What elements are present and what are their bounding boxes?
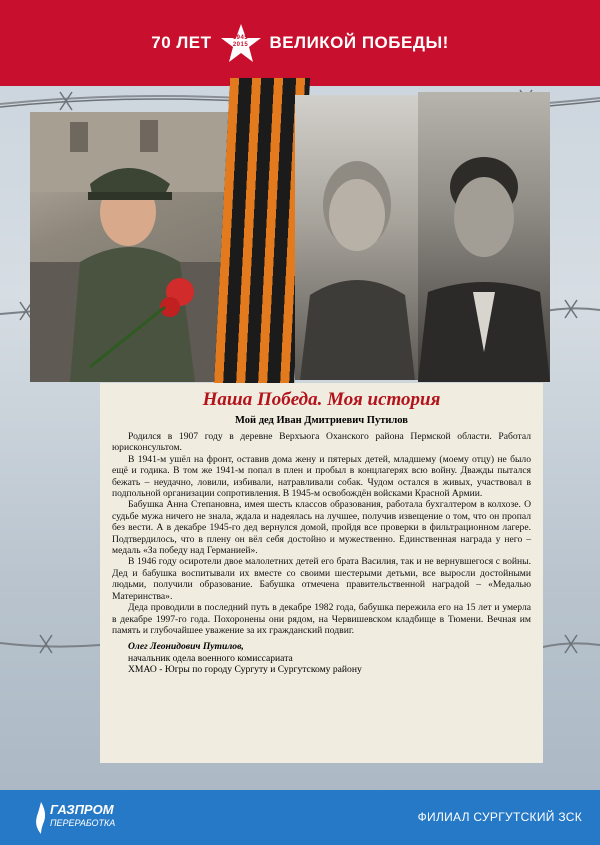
gazprom-logo <box>32 798 132 838</box>
paragraph-3: Бабушка Анна Степановна, имея шесть классов образования, работала бухгалтером в колхозе. О судьбе мужа ничего не знала, ждала и надеялась на лучшее, получив извещение о том, что он пропал без вести. А в декабре 1945-го дед вернулся домой, пройдя все проверки в фильтрационном лагере. Подтвердилось, что в плену он вёл себя достойно и мужественно. Единственная награда у него – медаль «За победу над Германией». <box>112 499 531 557</box>
footer-bar <box>0 790 600 845</box>
star-years: 1945 2015 <box>232 35 249 48</box>
banner-left-text: 70 ЛЕТ <box>151 33 212 52</box>
logo-name: ГАЗПРОМ <box>50 802 114 817</box>
story-panel <box>100 383 543 763</box>
paragraph-4: В 1946 году осиротели двое малолетних детей его брата Василия, так и не вернувшегося с войны. Дед и бабушка воспитывали их вместе со своими шестерыми детьми, все выросли достойными людьми, получили образование. Бабушка отмечена правительственной наградой – «Медалью Материнства». <box>112 556 531 602</box>
signature-organization: ХМАО - Югры по городу Сургуту и Сургутскому району <box>128 664 362 676</box>
star-icon <box>220 22 262 64</box>
paragraph-2: В 1941-м ушёл на фронт, оставив дома жену и пятерых детей, младшему (моему отцу) не было ещё и годика. В том же 1941-м попал в плен и пробыл в концлагерях всю войну. Дважды пытался бежать – неудачно, ловили, избивали, натравливали собак. Чудом остался в живых, участвовал в подпольной организации сопротивления. В 1945-м освобождён войсками Красной Армии. <box>112 453 531 500</box>
photo-grandmother <box>295 95 420 380</box>
photo-officer <box>30 112 230 382</box>
top-banner <box>0 0 600 86</box>
signature-position: начальник одела военного комиссариата <box>128 652 293 664</box>
signature-block <box>112 641 531 675</box>
paragraph-1: Родился в 1907 году в деревне Верхъюга Оханского района Пермской области. Работал юрисконсультом. <box>112 431 531 454</box>
branch-name: ФИЛИАЛ СУРГУТСКИЙ ЗСК <box>417 810 582 824</box>
flame-icon <box>32 800 50 836</box>
article-title: Наша Победа. Моя история <box>202 389 441 410</box>
paragraph-5: Деда проводили в последний путь в декабре 1982 года, бабушка пережила его на 15 лет и умерла в декабре 1997-го года. Похоронены они рядом, на Червишевском кладбище в Тюмени. Вечная им память и глубочайшее уважение за их гражданский подвиг. <box>112 602 531 636</box>
banner-right-text: ВЕЛИКОЙ ПОБЕДЫ! <box>269 33 449 52</box>
signature-name: Олег Леонидович Путилов, <box>128 641 244 653</box>
article-subtitle: Мой дед Иван Дмитриевич Путилов <box>235 415 408 426</box>
photo-grandfather <box>418 92 550 382</box>
logo-subtitle: ПЕРЕРАБОТКА <box>50 818 116 828</box>
